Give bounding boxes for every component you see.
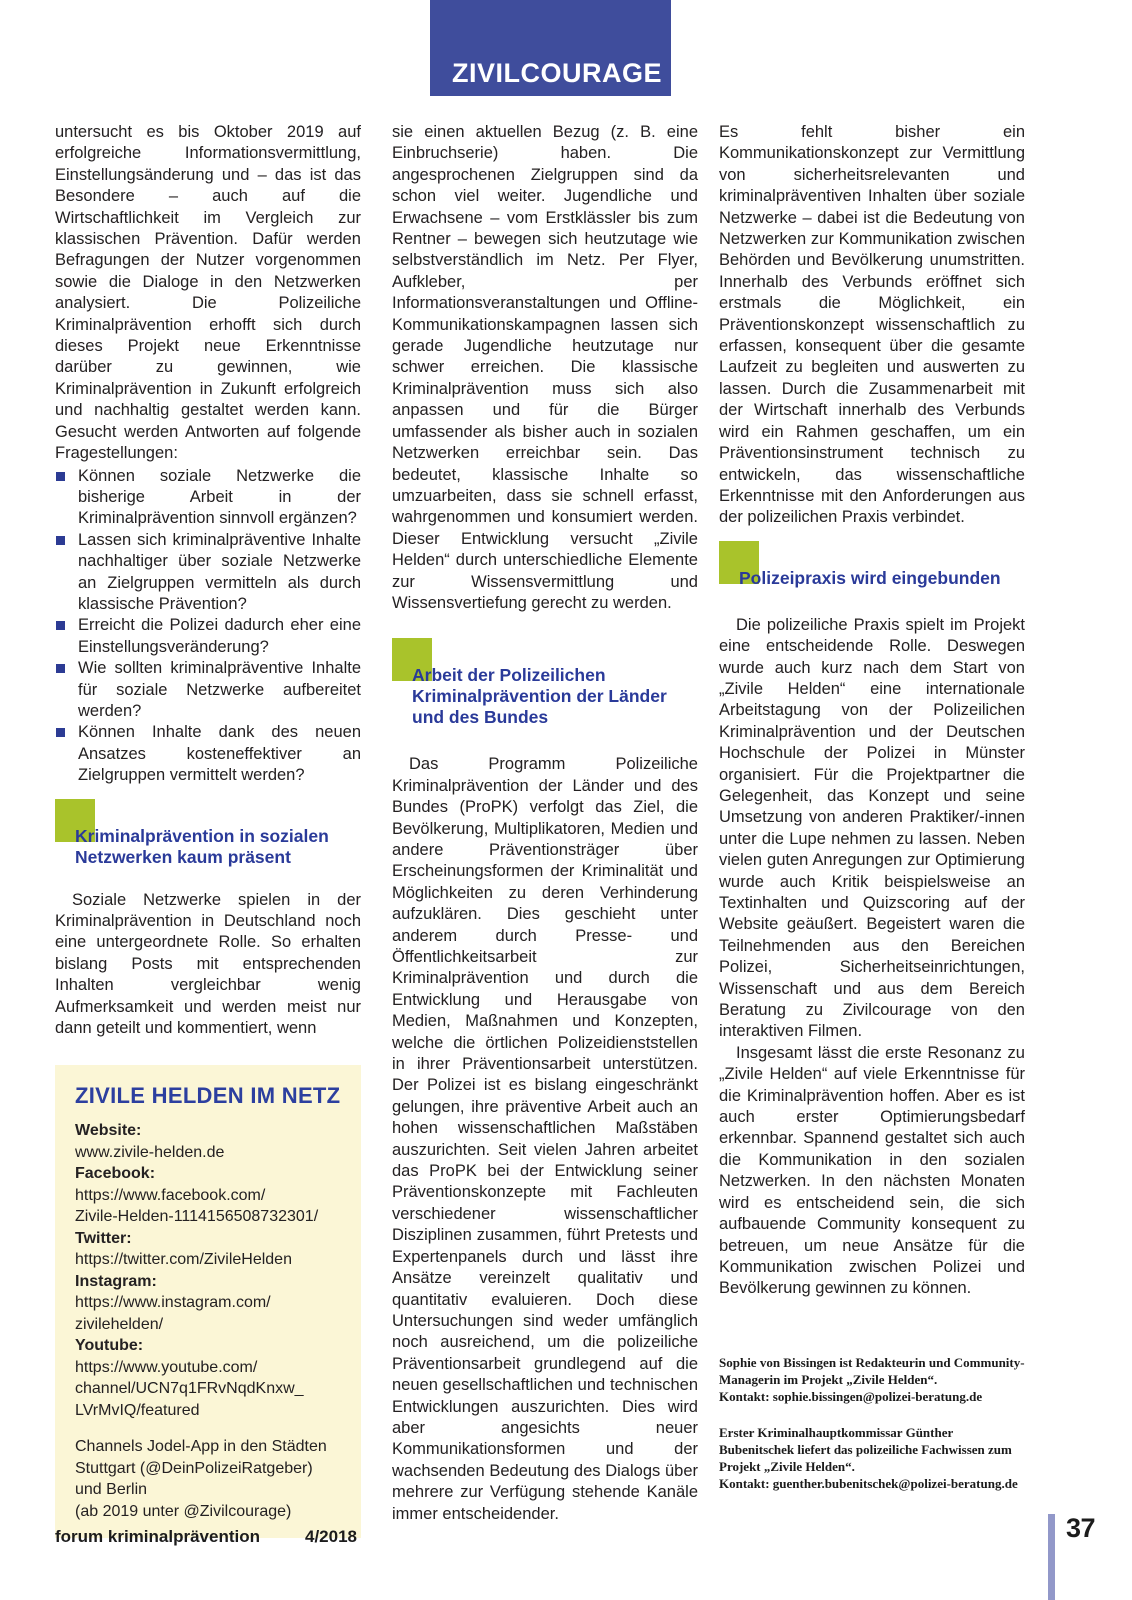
infobox-entry xyxy=(75,1271,343,1336)
body-paragraph: untersucht es bis Oktober 2019 auf erfolgreiche Informationsvermittlung, Einstellungsänderung und – das ist das Besondere – auch auf die Wirtschaftlichkeit im Vergleich zur klassischen Prävention. Dafür werden Befragungen der Nutzer vorgenommen sowie die Dialoge in den Netzwerken analysiert. Die Polizeiliche Kriminalprävention erhofft sich durch dieses Projekt neue Erkenntnisse darüber zu gewinnen, wie Kriminalprävention in Zukunft erfolgreich und nachhaltig gestaltet werden kann. Gesucht werden Antworten auf folgende Fragestellungen: xyxy=(55,123,361,463)
infobox-note-line: Stuttgart (@DeinPolizeiRatgeber) xyxy=(75,1459,313,1477)
bullet-square-icon xyxy=(56,621,65,630)
section-heading-block xyxy=(55,799,361,868)
infobox-label: Instagram: xyxy=(75,1272,157,1290)
author-contact: Kontakt: guenther.bubenitschek@polizei-beratung.de xyxy=(719,1475,1018,1491)
column-3 xyxy=(719,122,1025,1492)
twitter-link[interactable]: https://twitter.com/ZivileHelden xyxy=(75,1251,292,1269)
author-contact: Kontakt: sophie.bissingen@polizei-beratung.de xyxy=(719,1388,983,1404)
infobox-title: ZIVILE HELDEN IM NETZ xyxy=(75,1083,341,1109)
infobox-entry xyxy=(75,1228,343,1271)
youtube-link[interactable]: channel/UCN7q1FRvNqdKnxw_ xyxy=(75,1380,304,1398)
page-title: ZIVILCOURAGE xyxy=(452,58,663,88)
column-2 xyxy=(392,122,698,1525)
section-heading: Polizeipraxis wird eingebunden xyxy=(739,567,1001,588)
youtube-link[interactable]: https://www.youtube.com/ xyxy=(75,1358,258,1376)
list-item-text: Können soziale Netzwerke die bisherige Arbeit in der Kriminalprävention sinnvoll ergänzen? xyxy=(78,466,361,528)
infobox-label: Facebook: xyxy=(75,1165,156,1183)
masthead-banner xyxy=(430,0,671,96)
section-heading-block xyxy=(719,541,1025,589)
issue-number: 4/2018 xyxy=(305,1527,357,1546)
list-item xyxy=(55,530,361,616)
instagram-link[interactable]: https://www.instagram.com/ xyxy=(75,1294,271,1312)
question-list xyxy=(55,466,361,787)
website-link[interactable]: www.zivile-helden.de xyxy=(75,1143,225,1161)
author-bio: Sophie von Bissingen ist Redakteurin und Community-Managerin im Projekt „Zivile Helden“. xyxy=(719,1354,1025,1387)
body-paragraph: Das Programm Polizeiliche Kriminalprävention der Länder und des Bundes (ProPK) verfolgt das Ziel, die Bevölkerung, Multiplikatoren, Medien und andere Präventionsträger über Erscheinungsformen der Kriminalität und Möglichkeiten zu deren Verhinderung aufzuklären. Dies geschieht unter anderem durch Presse- und Öffentlichkeitsarbeit zur Kriminalprävention und durch die Entwicklung und Herausgabe von Medien, Maßnahmen und Konzepten, welche die örtlichen Polizeidienststellen in ihrer Präventionsarbeit unterstützen. Der Polizei ist es bislang eingeschränkt gelungen, ihre präventive Arbeit auch an hohen wissenschaftlichen Maßstäben auszurichten. Seit vielen Jahren arbeitet das ProPK bei der Entwicklung seiner Präventionskonzepte mit Fachleuten verschiedener wissenschaftlicher Disziplinen zusammen, führt Pretests und Expertenpanels durch und lässt ihre Ansätze vereinzelt qualitativ und quantitativ evaluieren. Doch diese Untersuchungen sind weder umfänglich noch ausreichend, um die polizeiliche Präventionsarbeit grundlegend auf die neuen gesellschaftlichen und technischen Entwicklungen auszurichten. Dies wird aber angesichts neuer Kommunikationsformen und der wachsenden Bedeutung des Dialogs über mehrere zur Verfügung stehende Kanäle immer entscheidender. xyxy=(392,755,698,1523)
page-number: 37 xyxy=(1066,1513,1096,1543)
author-bio: Erster Kriminalhauptkommissar Günther Bubenitschek liefert das polizeiliche Fachwissen zum Projekt „Zivile Helden“. xyxy=(719,1424,1012,1474)
youtube-link[interactable]: LVrMvIQ/featured xyxy=(75,1401,200,1419)
infobox-label: Youtube: xyxy=(75,1337,144,1355)
bullet-square-icon xyxy=(56,472,65,481)
body-paragraph: Die polizeiliche Praxis spielt im Projekt eine entscheidende Rolle. Deswegen wurde auch kurz nach dem Start von „Zivile Helden“ eine internationale Arbeitstagung von der Polizeilichen Kriminalprävention und der Deutschen Hochschule der Polizei in Münster organisiert. Für die Projektpartner die Gelegenheit, das Konzept und seine Umsetzung von anderen Praktiker/-innen unter die Lupe nehmen zu lassen. Neben vielen guten Anregungen zur Optimierung wurde auch Kritik beispielsweise an Textinhalten und Quizscoring auf der Website geäußert. Begeistert waren die Teilnehmenden aus den Bereichen Polizei, Sicherheitseinrichtungen, Wissenschaft und aus dem Bereich Beratung zu Zivilcourage von den interaktiven Filmen. xyxy=(719,615,1025,1041)
infobox-entry xyxy=(75,1163,343,1228)
list-item-text: Erreicht die Polizei dadurch eher eine Einstellungsveränderung? xyxy=(78,616,361,656)
infobox-entry xyxy=(75,1120,343,1163)
instagram-link[interactable]: zivilehelden/ xyxy=(75,1315,164,1333)
infobox-note-line: (ab 2019 unter @Zivilcourage) xyxy=(75,1502,292,1520)
section-heading-block xyxy=(392,638,698,728)
infobox-note-line: Channels Jodel-App in den Städten xyxy=(75,1438,327,1456)
infobox-label: Twitter: xyxy=(75,1229,132,1247)
author-credits xyxy=(719,1354,1025,1492)
zivile-helden-infobox xyxy=(55,1065,361,1538)
page-number-bar xyxy=(1048,1514,1055,1600)
list-item-text: Lassen sich kriminalpräventive Inhalte nachhaltiger über soziale Netzwerke an Zielgruppen vermitteln als durch klassische Prävention? xyxy=(78,530,361,613)
bullet-square-icon xyxy=(56,664,65,673)
journal-name: forum kriminalprävention xyxy=(55,1527,260,1546)
infobox-note xyxy=(75,1436,343,1522)
list-item xyxy=(55,615,361,658)
list-item xyxy=(55,466,361,530)
body-paragraph: Soziale Netzwerke spielen in der Kriminalprävention in Deutschland noch eine untergeordnete Rolle. So erhalten bislang Posts mit entsprechenden Inhalten vergleichbar wenig Aufmerksamkeit und werden meist nur dann geteilt und kommentiert, wenn xyxy=(55,890,361,1038)
infobox-label: Website: xyxy=(75,1122,142,1140)
list-item-text: Wie sollten kriminalpräventive Inhalte für soziale Netzwerke aufbereitet werden? xyxy=(78,659,361,720)
body-paragraph: sie einen aktuellen Bezug (z. B. eine Einbruchserie) haben. Die angesprochenen Zielgruppen sind da schon viel weiter. Jugendliche und Erwachsene – vom Erstklässler bis zum Rentner – bewegen sich heutzutage wie selbstverständlich im Netz. Per Flyer, Aufkleber, per Informationsveranstaltungen und Offline-Kommunikationskampagnen lassen sich gerade Jugendliche heutzutage nur schwer erreichen. Die klassische Kriminalprävention muss sich also anpassen und für die Bürger umfassender als bisher auch in sozialen Netzwerken erreichbar sein. Das bedeutet, klassische Inhalte so umzuarbeiten, dass sie schnell erfasst, wahrgenommen und konsumiert werden. Dieser Entwicklung versucht „Zivile Helden“ durch unterschiedliche Elemente zur Wissensvermittlung und Wissensvertiefung gerecht zu werden. xyxy=(392,123,698,612)
list-item xyxy=(55,722,361,786)
infobox-entry xyxy=(75,1335,343,1421)
column-1 xyxy=(55,122,361,1538)
body-paragraph: Es fehlt bisher ein Kommunikationskonzept zur Vermittlung von sicherheitsrelevanten und kriminalpräventiven Inhalten über soziale Netzwerke – dabei ist die Bedeutung von Netzwerken zur Kommunikation zwischen Behörden und Bevölkerung unumstritten. Innerhalb des Verbunds eröffnet sich erstmals die Möglichkeit, ein Präventionskonzept wissenschaftlich zu erfassen, konsequent über die gesamte Laufzeit zu begleiten und auswerten zu lassen. Durch die Zusammenarbeit mit der Wirtschaft innerhalb des Verbunds wird ein Rahmen geschaffen, um ein Präventionsinstrument technisch zu entwickeln, das wissenschaftliche Erkenntnisse mit den Anforderungen aus der polizeilichen Praxis verbindet. xyxy=(719,123,1025,527)
infobox-note-line: und Berlin xyxy=(75,1481,148,1499)
section-heading: Kriminalprävention in sozialen Netzwerken kaum präsent xyxy=(75,825,329,867)
list-item-text: Können Inhalte dank des neuen Ansatzes kosteneffektiver an Zielgruppen vermittelt werden? xyxy=(78,723,361,785)
body-paragraph: Insgesamt lässt die erste Resonanz zu „Zivile Helden“ auf viele Erkenntnisse für die Kriminalprävention hoffen. Aber es ist auch erster Optimierungsbedarf erkennbar. Spannend gestaltet sich auch die Kommunikation in den sozialen Netzwerken. In den nächsten Monaten wird es entscheidend sein, die sich aufbauende Community konsequent zu betreuen, um neue Ansätze für die Kommunikation zwischen Polizei und Bevölkerung gewinnen zu können. xyxy=(719,1043,1025,1298)
list-item xyxy=(55,658,361,722)
section-heading: Arbeit der Polizeilichen Kriminalprävention der Länder und des Bundes xyxy=(412,665,667,728)
facebook-link[interactable]: https://www.facebook.com/ xyxy=(75,1186,266,1204)
bullet-square-icon xyxy=(56,728,65,737)
bullet-square-icon xyxy=(56,536,65,545)
facebook-link[interactable]: Zivile-Helden-1114156508732301/ xyxy=(75,1208,319,1226)
